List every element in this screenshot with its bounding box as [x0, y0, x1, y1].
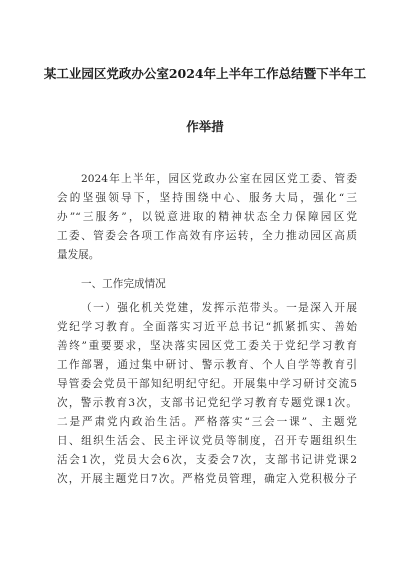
paragraph-intro-line-1: 2024年上半年，园区党政办公室在园区党工委、管委 [81, 173, 357, 185]
paragraph-intro-line-4: 工委、管委会各项工作高效有序运转，全力推动园区高质 [57, 230, 357, 242]
paragraph-body-line-2: 党纪学习教育。全面落实习近平总书记“抓紧抓实、善始 [57, 321, 357, 333]
paragraph-intro-line-3: 办”“三服务”，以锐意进取的精神状态全力保障园区党 [57, 211, 357, 223]
paragraph-body-line-3: 善终”重要要求，坚决落实园区党工委关于党纪学习教育 [57, 340, 357, 352]
paragraph-body-line-4: 工作部署，通过集中研讨、警示教育、个人自学等教育引 [57, 359, 357, 371]
document-title-line-1: 某工业园区党政办公室2024年上半年工作总结暨下半年工 [43, 66, 367, 81]
document-title-line-2: 作举措 [186, 119, 224, 134]
paragraph-intro-line-5: 量发展。 [57, 249, 100, 261]
section-heading: 一、工作完成情况 [81, 278, 166, 290]
paragraph-body-line-6: 次，警示教育3次，支部书记党纪学习教育专题党课1次。 [57, 397, 357, 409]
paragraph-body-line-1: （一）强化机关党建，发挥示范带头。一是深入开展 [81, 302, 357, 314]
paragraph-body-line-8: 日、组织生活会、民主评议党员等制度，召开专题组织生 [57, 435, 357, 447]
paragraph-body-line-9: 活会1次，党员大会6次，支委会7次，支部书记讲党课2 [57, 454, 357, 466]
paragraph-body-line-10: 次，开展主题党日7次。严格党员管理，确定入党积极分子 [57, 473, 357, 485]
paragraph-intro-line-2: 会的坚强领导下，坚持围绕中心、服务大局，强化“三 [57, 192, 357, 204]
paragraph-body-line-7: 二是严肃党内政治生活。严格落实“三会一课”、主题党 [57, 416, 357, 428]
paragraph-body-line-5: 导管委会党员干部知纪明纪守纪。开展集中学习研讨交流5 [57, 378, 357, 390]
